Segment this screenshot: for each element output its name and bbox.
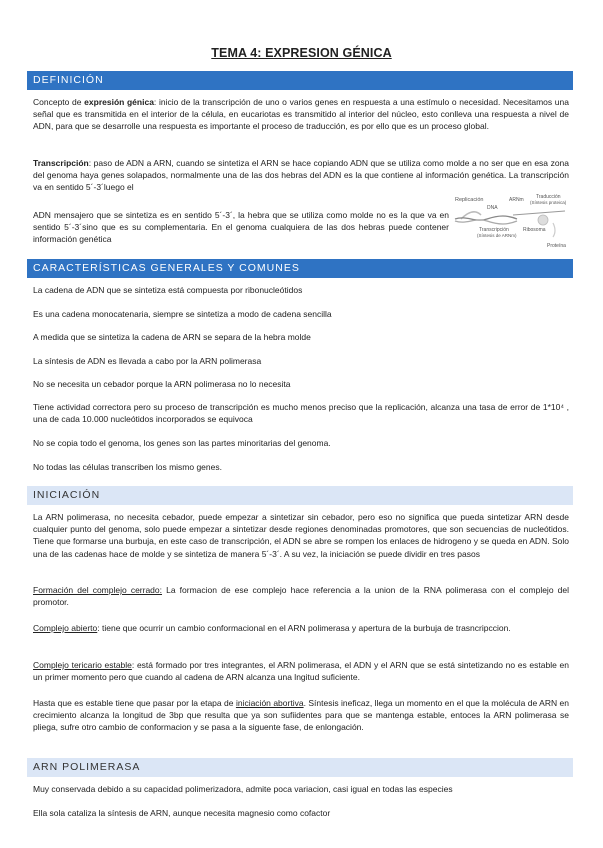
text-rest: La formacion de ese complejo hace referencia a la union de la RNA polimerasa con el complejo del promotor. (33, 585, 569, 608)
text-rest: : inicio de la transcripción de uno o varios genes en respuesta a una estímulo o necesidad. Necesitamos una señal que es transmitida en el interior de la célula, en eucariotas es transmitido al interior del núcleo, esto conlleva una respuesta a nivel de ADN, para que se desarrolle una respuesta es importante el proceso de traducción, es por ello que es un proceso global. (33, 97, 569, 132)
diagram-label-dna: DNA (487, 205, 498, 211)
diagram-label-sintesis-arnm: (Síntesis de ARNm) (477, 233, 517, 238)
term-iniciacion-abortiva: iniciación abortiva (235, 698, 304, 708)
list-item: Ella sola cataliza la síntesis de ARN, aunque necesita magnesio como cofactor (33, 808, 331, 818)
text-lead: Concepto de (33, 97, 85, 107)
paragraph-adn-mensajero: ADN mensajero que se sintetiza es en sentido 5´-3´, la hebra que se utiliza como molde no es la que va en sentido 5´-3´sino que es su complementaria. En el genoma cualquiera de las dos hebras puede contener información genética (33, 210, 449, 245)
list-item: La síntesis de ADN es llevada a cabo por la ARN polimerasa (33, 356, 262, 366)
diagram-label-arnm: ARNm (509, 197, 524, 203)
text-rest: : está formado por tres integrantes, el ARN polimerasa, el ADN y el ARN que se está sintetizando no es estable en un primer momento pero que cuando al cadena de ARN alcanza una lngitud suficiente. (33, 660, 569, 683)
paragraph-complejo-abierto (33, 622, 569, 634)
paragraph-complejo-ternario (33, 659, 569, 683)
diagram-label-proteina: Proteína (547, 243, 566, 249)
diagram-protein-chain (553, 223, 555, 237)
section-header-arn-polimerasa: ARN POLIMERASA (27, 758, 573, 777)
text-rest: : paso de ADN a ARN, cuando se sintetiza el ARN se hace copiando ADN que se utiliza como molde a no ser que en esa zona del genoma haya genes solapados, normalmente una de las dos hebras del ADN es la que contiene al información genética. La transcripción va en sentido 5´-3´luego el (33, 158, 569, 193)
diagram-label-traduccion: Traducción (536, 194, 561, 200)
paragraph-expresion-genica (33, 96, 569, 133)
section-header-definicion: DEFINICIÓN (27, 71, 573, 90)
list-item: Tiene actividad correctora pero su proceso de transcripción es mucho menos preciso que la replicación, alcanza una tasa de error de 1*10⁴ , una de cada 10.000 nucleótidos incorporados se equivoca (33, 402, 569, 425)
diagram-label-transcripcion: Transcripción (479, 227, 509, 233)
paragraph-complejo-cerrado (33, 584, 569, 608)
section-header-iniciacion: INICIACIÓN (27, 486, 573, 505)
diagram-label-replicacion: Replicación (455, 197, 484, 203)
term-complejo-abierto: Complejo abierto (33, 623, 98, 633)
text-lead: Hasta que es estable tiene que pasar por la etapa de (33, 698, 236, 708)
list-item: Muy conservada debido a su capacidad polimerizadora, admite poca variacion, casi igual en todas las especies (33, 784, 453, 794)
section-header-caracteristicas: CARACTERÍSTICAS GENERALES Y COMUNES (27, 259, 573, 278)
diagram-dna-strand-b (455, 220, 517, 224)
dogma-diagram (453, 193, 573, 253)
term-expresion-genica: expresión génica (84, 97, 154, 107)
diagram-mrna-strand (513, 211, 565, 215)
diagram-ribosome (538, 215, 548, 225)
term-complejo-cerrado: Formación del complejo cerrado: (33, 585, 163, 595)
text-rest: : tiene que ocurrir un cambio conformacional en el ARN polimerasa y apertura de la burbuja de trasncripccion. (97, 623, 511, 633)
document-title: TEMA 4: EXPRESION GÉNICA (211, 46, 392, 60)
term-complejo-ternario: Complejo tericario estable (33, 660, 132, 670)
list-item: No todas las células transcriben los mismo genes. (33, 462, 222, 472)
term-transcripcion: Transcripción (33, 158, 89, 168)
diagram-label-sintesis-proteica: (Síntesis proteica) (530, 200, 567, 205)
list-item: No se necesita un cebador porque la ARN polimerasa no lo necesita (33, 379, 291, 389)
list-item: Es una cadena monocatenaria, siempre se sintetiza a modo de cadena sencilla (33, 309, 332, 319)
text-rest: . Síntesis ineficaz, llega un momento en el que la molécula de ARN en crecimiento alcanza la longitud de 3bp que resulta que ya son sufiidentes para que se mantenga estable, entoces la ARN polimerasa se pliega, sufre otro cambio de conformacion y se pasa a la siguente fase, de enlongación. (33, 698, 569, 733)
diagram-label-ribosoma: Ribosoma (523, 227, 546, 233)
list-item: No se copia todo el genoma, los genes son las partes minoritarias del genoma. (33, 438, 331, 448)
paragraph-iniciacion-abortiva (33, 697, 569, 734)
paragraph-iniciacion: La ARN polimerasa, no necesita cebador, puede empezar a sintetizar sin cebador, pero eso no significa que pueda sintetizar ARN desde cualquier punto del genoma, solo puede empezar a sintetizar desde regiones denominadas promotores, que son secuencias de nucleótidos. Tiene que formarse una burbuja, en este caso de transcripción, el ADN se abre se rompen los enlaces de hidrogeno y se queda en ADN. Solo una de las cadenas hace de molde y se sintetiza de manera 5´-3´. A su vez, la iniciación se puede dividir en tres pasos (33, 512, 569, 559)
list-item: A medida que se sintetiza la cadena de ARN se separa de la hebra molde (33, 332, 311, 342)
list-item: La cadena de ADN que se sintetiza está compuesta por ribonucleótidos (33, 285, 303, 295)
paragraph-transcripcion (33, 157, 569, 194)
